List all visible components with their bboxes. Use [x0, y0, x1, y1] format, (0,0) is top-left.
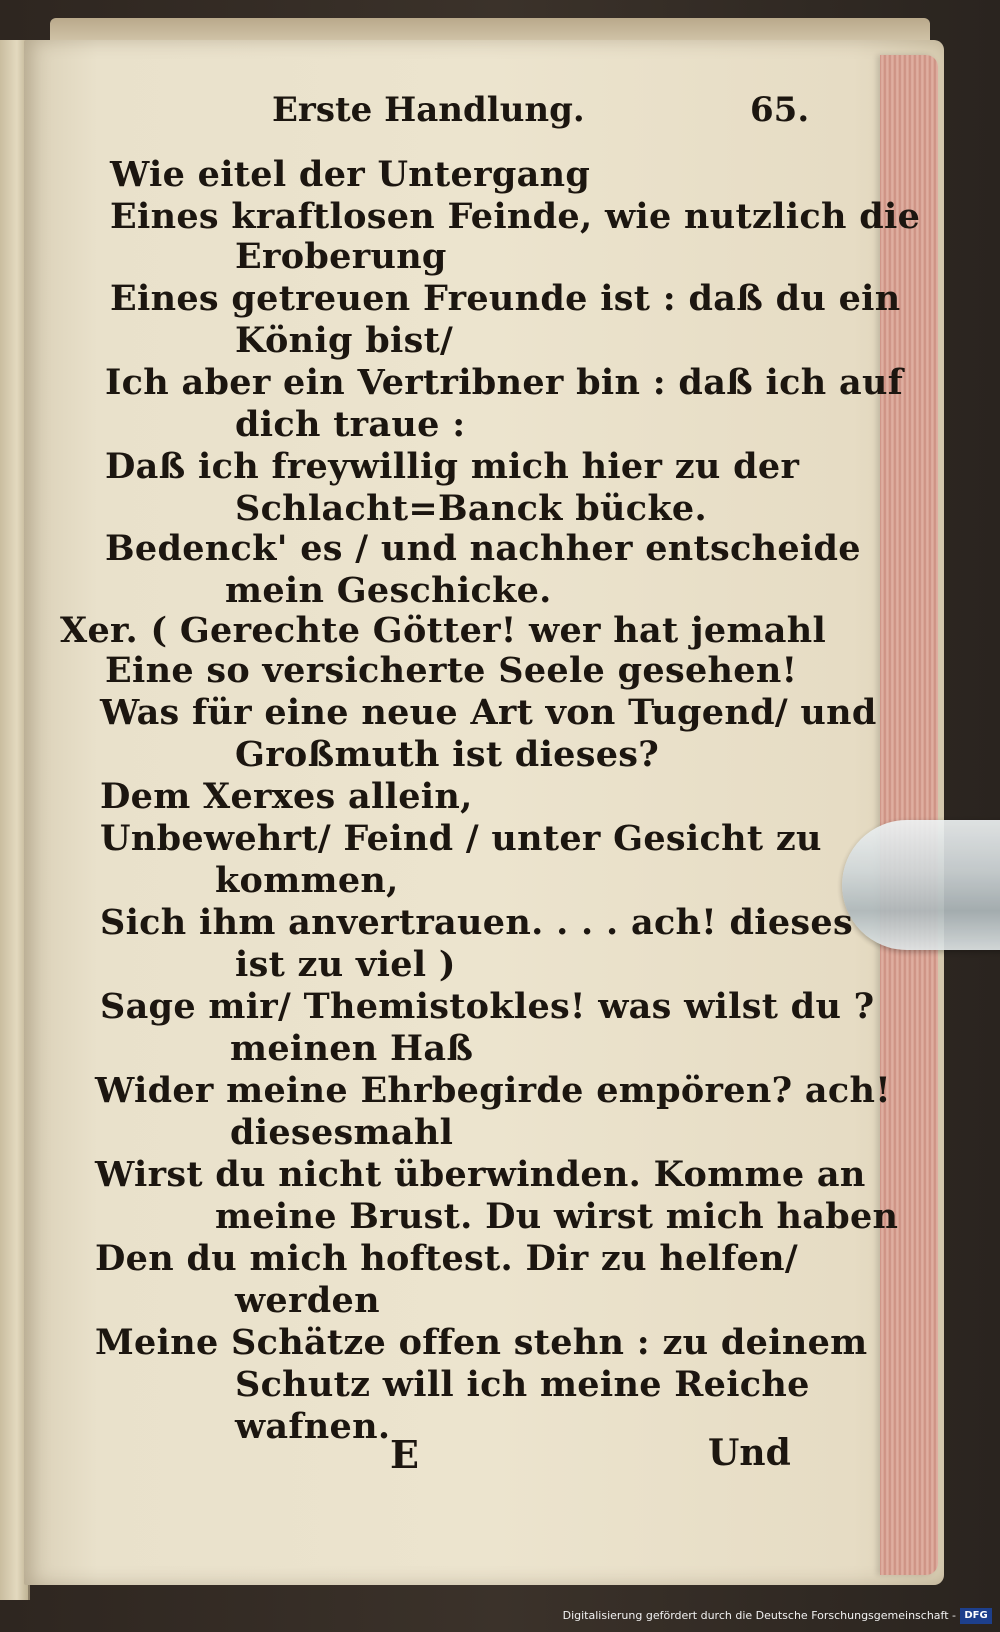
text-line: werden	[235, 1280, 380, 1321]
text-line: Ich aber ein Vertribner bin : daß ich auf	[105, 362, 904, 403]
text-line: Eroberung	[235, 236, 447, 277]
speaker-line: Xer. ( Gerechte Götter! wer hat jemahl	[60, 610, 827, 651]
text-line: Eines kraftlosen Feinde, wie nutzlich die	[110, 196, 921, 237]
text-line: Eine so versicherte Seele gesehen!	[105, 650, 798, 691]
text-line: König bist/	[235, 320, 454, 361]
text-line: dich traue :	[235, 404, 466, 445]
text-line: Wirst du nicht überwinden. Komme an	[95, 1154, 866, 1195]
text-line: diesesmahl	[230, 1112, 454, 1153]
text-line: Sich ihm anvertrauen. . . . ach! dieses	[100, 902, 853, 943]
text-line: Wie eitel der Untergang	[110, 154, 591, 195]
text-line: mein Geschicke.	[225, 570, 552, 611]
dfg-logo: DFG	[960, 1608, 992, 1624]
text-line: Bedenck' es / und nachher entscheide	[105, 528, 861, 569]
digitization-credit: Digitalisierung gefördert durch die Deutsche Forschungsgemeinschaft -	[562, 1609, 956, 1622]
text-line: Großmuth ist dieses?	[235, 734, 660, 775]
page-header	[60, 90, 840, 150]
text-line: Dem Xerxes allein,	[100, 776, 473, 817]
text-line: Unbewehrt/ Feind / unter Gesicht zu	[100, 818, 822, 859]
text-line: Wider meine Ehrbegirde empören? ach!	[95, 1070, 891, 1111]
page-clip	[842, 820, 1000, 950]
text-line: Eines getreuen Freunde ist : daß du ein	[110, 278, 901, 319]
text-line: Den du mich hoftest. Dir zu helfen/	[95, 1238, 798, 1279]
text-line: Schutz will ich meine Reiche	[235, 1364, 810, 1405]
text-line: Meine Schätze offen stehn : zu deinem	[95, 1322, 868, 1363]
page-text	[60, 90, 921, 1477]
text-line: kommen,	[215, 860, 399, 901]
signature-mark: E	[390, 1432, 419, 1477]
text-line: Sage mir/ Themistokles! was wilst du ?	[100, 986, 875, 1027]
text-line: meine Brust. Du wirst mich haben	[215, 1196, 899, 1237]
running-head: Erste Handlung.	[272, 90, 585, 130]
text-line: Daß ich freywillig mich hier zu der	[105, 446, 800, 487]
text-line: Schlacht=Banck bücke.	[235, 488, 707, 529]
text-line: wafnen.	[235, 1406, 391, 1447]
text-line: Was für eine neue Art von Tugend/ und	[100, 692, 877, 733]
page-number: 65.	[750, 90, 810, 130]
catchword: Und	[708, 1432, 791, 1474]
text-line: meinen Haß	[230, 1028, 474, 1069]
text-line: ist zu viel )	[235, 944, 456, 985]
